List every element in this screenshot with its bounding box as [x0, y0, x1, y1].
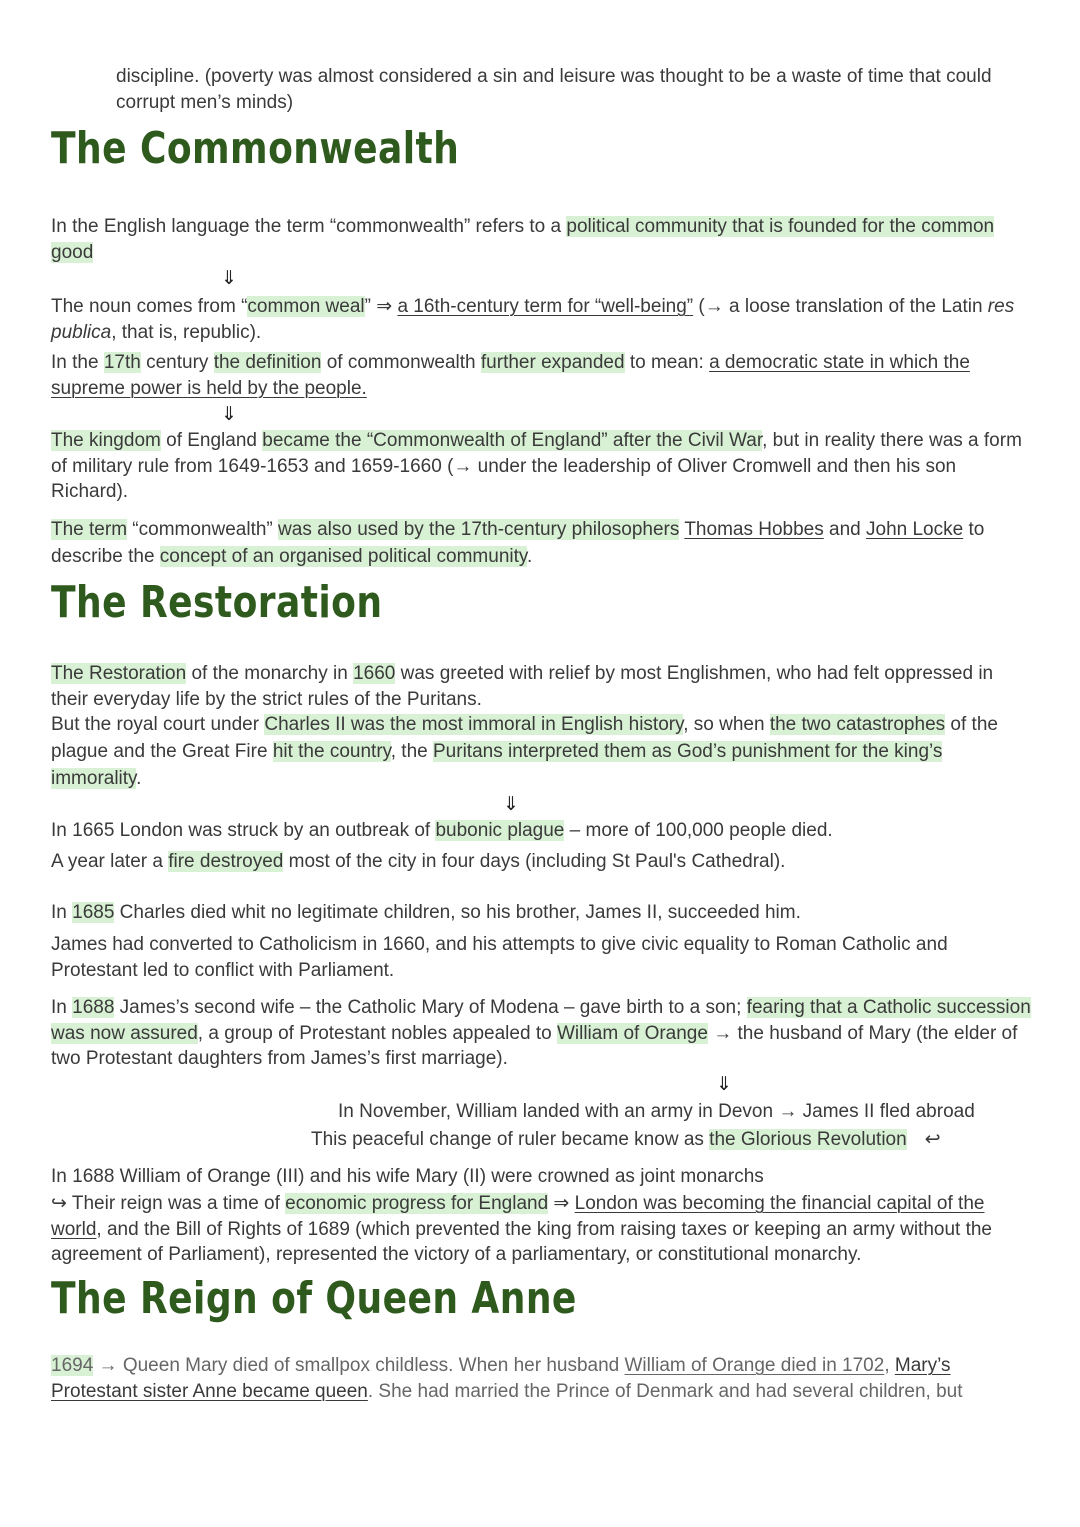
restoration-charles-ii: But the royal court under Charles II was the most immoral in English history, so when the two catastrophes of the plague and the Great Fire hit the country, the Puritans interpreted them as God’s punishment for the king’s immorality. — [51, 714, 998, 789]
commonwealth-philosophers: The term “commonwealth” was also used by the 17th-century philosophers Thomas Hobbes and John Locke to describe the concept of an organised political community. — [51, 519, 985, 567]
heading-queen-anne: The Reign of Queen Anne — [51, 1273, 577, 1324]
down-arrow-icon: ⇓ — [221, 268, 237, 289]
anne-paragraph: 1694 → Queen Mary died of smallpox childless. When her husband William of Orange died in 1702, Mary’s Protestant sister Anne became queen. She had married the Prince of Denmark and had several children, but — [51, 1355, 963, 1402]
heading-restoration: The Restoration — [51, 577, 383, 628]
commonwealth-etymology: The noun comes from “common weal” ⇒ a 16th-century term for “well-being” (→ a loose translation of the Latin res publica, that is, republic). — [51, 296, 1015, 343]
restoration-james-catholicism: James had converted to Catholicism in 1660, and his attempts to give civic equality to Roman Catholic and Protestant led to conflict with Parliament. — [51, 934, 948, 981]
restoration-1688: In 1688 James’s second wife – the Catholic Mary of Modena – gave birth to a son; fearing that a Catholic succession was now assured, a group of Protestant nobles appealed to William of Orange → the husband of Mary (the elder of two Protestant daughters from James’s first marriage). — [51, 997, 1031, 1069]
restoration-plague: In 1665 London was struck by an outbreak of bubonic plague – more of 100,000 people died. — [51, 820, 833, 841]
restoration-glorious-revolution: This peaceful change of ruler became know as the Glorious Revolution ↩ — [311, 1129, 941, 1150]
commonwealth-definition: In the English language the term “commonwealth” refers to a political community that is founded for the common good — [51, 216, 995, 263]
commonwealth-england: The kingdom of England became the “Commonwealth of England” after the Civil War, but in reality there was a form of military rule from 1649-1653 and 1659-1660 (→ under the leadership of Oliver Cromwell and then his son Richard). — [51, 430, 1022, 502]
down-arrow-icon: ⇓ — [221, 404, 237, 425]
restoration-1685: In 1685 Charles died whit no legitimate children, so his brother, James II, succeeded him. — [51, 902, 801, 923]
return-arrow-icon: ↩ — [924, 1129, 941, 1150]
down-arrow-icon: ⇓ — [503, 794, 519, 815]
restoration-economic-progress: ↪ Their reign was a time of economic progress for England ⇒ London was becoming the financial capital of the world, and the Bill of Rights of 1689 (which prevented the king from raising taxes or keeping an army without the agreement of Parliament), represented the victory of a parliamentary, or constitutional monarchy. — [51, 1193, 993, 1265]
down-arrow-icon: ⇓ — [716, 1074, 732, 1095]
highlight: political community that is founded for the common good — [51, 216, 995, 263]
commonwealth-17th-century: In the 17th century the definition of commonwealth further expanded to mean: a democratic state in which the supreme power is held by the people. — [51, 352, 970, 399]
restoration-joint-monarchs: In 1688 William of Orange (III) and his wife Mary (II) were crowned as joint monarchs — [51, 1166, 764, 1187]
restoration-monarchy: The Restoration of the monarchy in 1660 was greeted with relief by most Englishmen, who had felt oppressed in their everyday life by the strict rules of the Puritans. — [51, 663, 994, 710]
intro-paragraph: discipline. (poverty was almost considered a sin and leisure was thought to be a waste of time that could corrupt men’s minds) — [116, 66, 992, 113]
restoration-fire: A year later a fire destroyed most of the city in four days (including St Paul's Cathedral). — [51, 851, 786, 872]
restoration-devon: In November, William landed with an army in Devon → James II fled abroad — [338, 1101, 975, 1122]
heading-commonwealth: The Commonwealth — [51, 123, 460, 174]
